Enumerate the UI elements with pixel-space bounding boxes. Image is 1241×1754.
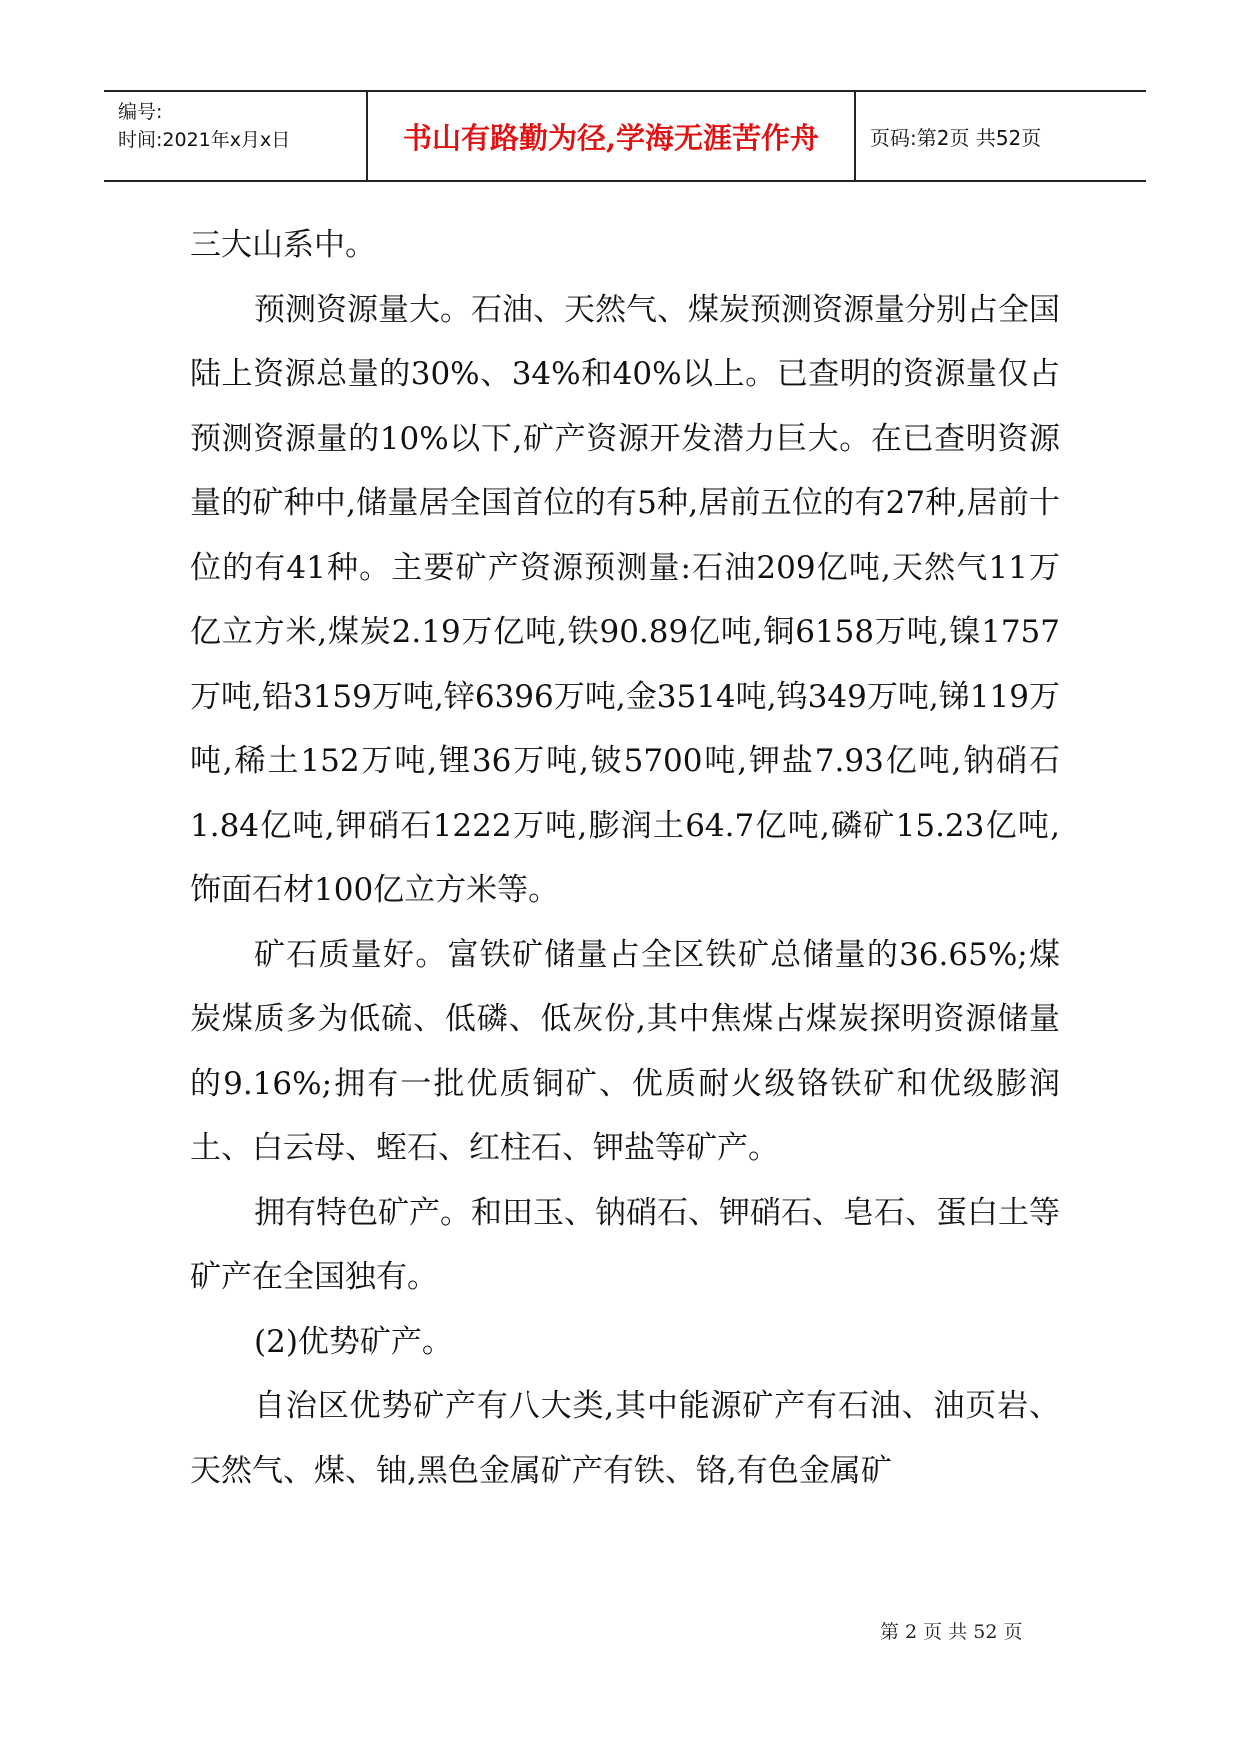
header-page-cell xyxy=(856,92,1146,180)
paragraph-advantage: 自治区优势矿产有八大类,其中能源矿产有石油、油页岩、天然气、煤、铀,黑色金属矿产有铁、铬,有色金属矿 xyxy=(190,1388,1060,1489)
document-body xyxy=(190,213,1060,1503)
header-motto-cell xyxy=(368,92,856,180)
section-heading: (2)优势矿产。 xyxy=(254,1323,453,1360)
page-header xyxy=(104,90,1146,182)
motto-text: 书山有路勤为径,学海无涯苦作舟 xyxy=(402,120,820,155)
header-info-cell xyxy=(104,92,368,180)
serial-number-label: 编号: xyxy=(118,101,163,123)
time-label: 时间:2021年x月x日 xyxy=(118,129,291,151)
page-code-label: 页码:第2页 共52页 xyxy=(870,125,1042,150)
paragraph-resources: 预测资源量大。石油、天然气、煤炭预测资源量分别占全国陆上资源总量的30%、34%和40%以上。已查明的资源量仅占预测资源量的10%以下,矿产资源开发潜力巨大。在已查明资源量的矿种中,储量居全国首位的有5种,居前五位的有27种,居前十位的有41种。主要矿产资源预测量:石油209亿吨,天然气11万亿立方米,煤炭2.19万亿吨,铁90.89亿吨,铜6158万吨,镍1757万吨,铅3159万吨,锌6396万吨,金3514吨,钨349万吨,锑119万吨,稀土152万吨,锂36万吨,铍5700吨,钾盐7.93亿吨,钠硝石1.84亿吨,钾硝石1222万吨,膨润土64.7亿吨,磷矿15.23亿吨,饰面石材100亿立方米等。 xyxy=(190,291,1060,908)
paragraph-continuation: 三大山系中。 xyxy=(190,227,376,263)
page-footer: 第 2 页 共 52 页 xyxy=(880,1621,1023,1643)
paragraph-special: 拥有特色矿产。和田玉、钠硝石、钾硝石、皂石、蛋白土等矿产在全国独有。 xyxy=(190,1194,1060,1295)
paragraph-quality: 矿石质量好。富铁矿储量占全区铁矿总储量的36.65%;煤炭煤质多为低硫、低磷、低灰份,其中焦煤占煤炭探明资源储量的9.16%;拥有一批优质铜矿、优质耐火级铬铁矿和优级膨润土、白云母、蛭石、红柱石、钾盐等矿产。 xyxy=(190,936,1060,1166)
